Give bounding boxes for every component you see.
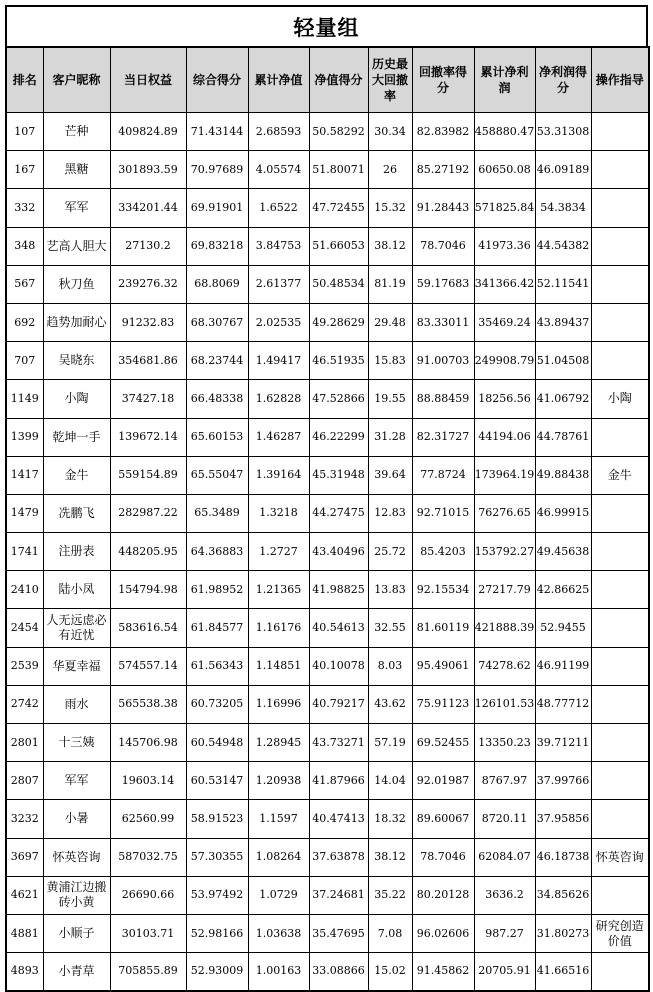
nav-cell: 1.2727 [248,533,309,571]
profit-score-cell: 49.45638 [535,533,591,571]
name-cell: 小顺子 [43,914,110,952]
nav-score-cell: 46.51935 [309,342,368,380]
rank-cell: 167 [6,151,43,189]
max-drawdown-cell: 15.32 [368,189,412,227]
guide-cell [591,227,649,265]
equity-cell: 409824.89 [110,113,186,151]
drawdown-score-cell: 78.7046 [412,227,474,265]
drawdown-score-cell: 83.33011 [412,303,474,341]
nav-score-cell: 40.54613 [309,609,368,647]
header-rank: 排名 [6,47,43,113]
net-profit-cell: 8767.97 [474,762,535,800]
rank-cell: 2801 [6,724,43,762]
nav-cell: 2.02535 [248,303,309,341]
guide-cell [591,762,649,800]
max-drawdown-cell: 15.02 [368,953,412,991]
table-row [6,914,649,952]
equity-cell: 574557.14 [110,647,186,685]
name-cell: 乾坤一手 [43,418,110,456]
header-nav: 累计净值 [248,47,309,113]
drawdown-score-cell: 92.71015 [412,494,474,532]
name-cell: 小青草 [43,953,110,991]
rank-cell: 692 [6,303,43,341]
name-cell: 怀英咨询 [43,838,110,876]
score-cell: 68.23744 [186,342,248,380]
profit-score-cell: 46.91199 [535,647,591,685]
nav-score-cell: 47.52866 [309,380,368,418]
guide-cell [591,303,649,341]
equity-cell: 37427.18 [110,380,186,418]
net-profit-cell: 20705.91 [474,953,535,991]
nav-cell: 2.61377 [248,265,309,303]
max-drawdown-cell: 19.55 [368,380,412,418]
table-row [6,342,649,380]
drawdown-score-cell: 69.52455 [412,724,474,762]
net-profit-cell: 18256.56 [474,380,535,418]
nav-score-cell: 37.63878 [309,838,368,876]
nav-score-cell: 43.73271 [309,724,368,762]
ranking-sheet [5,5,648,992]
score-cell: 61.84577 [186,609,248,647]
rank-cell: 2410 [6,571,43,609]
max-drawdown-cell: 30.34 [368,113,412,151]
header-equity: 当日权益 [110,47,186,113]
name-cell: 华夏幸福 [43,647,110,685]
drawdown-score-cell: 59.17683 [412,265,474,303]
rank-cell: 4893 [6,953,43,991]
drawdown-score-cell: 91.28443 [412,189,474,227]
nav-cell: 1.14851 [248,647,309,685]
max-drawdown-cell: 14.04 [368,762,412,800]
score-cell: 60.54948 [186,724,248,762]
nav-cell: 2.68593 [248,113,309,151]
nav-score-cell: 35.47695 [309,914,368,952]
drawdown-score-cell: 82.31727 [412,418,474,456]
equity-cell: 239276.32 [110,265,186,303]
net-profit-cell: 74278.62 [474,647,535,685]
table-row [6,380,649,418]
rank-cell: 107 [6,113,43,151]
score-cell: 70.97689 [186,151,248,189]
score-cell: 65.3489 [186,494,248,532]
name-cell: 陆小凤 [43,571,110,609]
max-drawdown-cell: 38.12 [368,227,412,265]
table-row [6,418,649,456]
equity-cell: 334201.44 [110,189,186,227]
guide-cell [591,151,649,189]
nav-cell: 1.0729 [248,876,309,914]
score-cell: 58.91523 [186,800,248,838]
net-profit-cell: 987.27 [474,914,535,952]
nav-cell: 3.84753 [248,227,309,265]
guide-cell [591,265,649,303]
net-profit-cell: 153792.27 [474,533,535,571]
nav-cell: 1.28945 [248,724,309,762]
net-profit-cell: 421888.39 [474,609,535,647]
equity-cell: 583616.54 [110,609,186,647]
guide-cell [591,189,649,227]
profit-score-cell: 41.06792 [535,380,591,418]
rank-cell: 348 [6,227,43,265]
guide-cell [591,113,649,151]
rank-cell: 1741 [6,533,43,571]
name-cell: 军军 [43,762,110,800]
equity-cell: 27130.2 [110,227,186,265]
net-profit-cell: 41973.36 [474,227,535,265]
equity-cell: 565538.38 [110,685,186,723]
name-cell: 冼鹏飞 [43,494,110,532]
equity-cell: 139672.14 [110,418,186,456]
table-row [6,838,649,876]
net-profit-cell: 35469.24 [474,303,535,341]
guide-cell [591,800,649,838]
name-cell: 雨水 [43,685,110,723]
score-cell: 69.91901 [186,189,248,227]
rank-cell: 3232 [6,800,43,838]
table-row [6,609,649,647]
profit-score-cell: 48.77712 [535,685,591,723]
name-cell: 金牛 [43,456,110,494]
nav-score-cell: 47.72455 [309,189,368,227]
net-profit-cell: 27217.79 [474,571,535,609]
nav-cell: 1.20938 [248,762,309,800]
nav-cell: 1.16176 [248,609,309,647]
nav-cell: 1.46287 [248,418,309,456]
net-profit-cell: 126101.53 [474,685,535,723]
equity-cell: 705855.89 [110,953,186,991]
table-row [6,189,649,227]
max-drawdown-cell: 38.12 [368,838,412,876]
equity-cell: 19603.14 [110,762,186,800]
guide-cell [591,609,649,647]
profit-score-cell: 42.86625 [535,571,591,609]
header-nav-score: 净值得分 [309,47,368,113]
header-row [6,47,649,113]
profit-score-cell: 39.71211 [535,724,591,762]
equity-cell: 559154.89 [110,456,186,494]
score-cell: 68.30767 [186,303,248,341]
header-max-drawdown: 历史最大回撤率 [368,47,412,113]
nav-score-cell: 40.10078 [309,647,368,685]
equity-cell: 62560.99 [110,800,186,838]
nav-score-cell: 44.27475 [309,494,368,532]
max-drawdown-cell: 43.62 [368,685,412,723]
guide-cell [591,571,649,609]
nav-score-cell: 43.40496 [309,533,368,571]
nav-score-cell: 33.08866 [309,953,368,991]
equity-cell: 30103.71 [110,914,186,952]
sheet-title: 轻量组 [5,5,648,46]
nav-score-cell: 40.79217 [309,685,368,723]
rank-cell: 3697 [6,838,43,876]
net-profit-cell: 173964.19 [474,456,535,494]
guide-cell [591,533,649,571]
drawdown-score-cell: 91.45862 [412,953,474,991]
score-cell: 64.36883 [186,533,248,571]
net-profit-cell: 571825.84 [474,189,535,227]
profit-score-cell: 51.04508 [535,342,591,380]
equity-cell: 91232.83 [110,303,186,341]
equity-cell: 145706.98 [110,724,186,762]
drawdown-score-cell: 75.91123 [412,685,474,723]
score-cell: 66.48338 [186,380,248,418]
nav-cell: 1.00163 [248,953,309,991]
table-row [6,953,649,991]
drawdown-score-cell: 80.20128 [412,876,474,914]
rank-cell: 567 [6,265,43,303]
rank-cell: 2539 [6,647,43,685]
table-row [6,800,649,838]
header-guide: 操作指导 [591,47,649,113]
profit-score-cell: 43.89437 [535,303,591,341]
equity-cell: 354681.86 [110,342,186,380]
net-profit-cell: 62084.07 [474,838,535,876]
max-drawdown-cell: 26 [368,151,412,189]
score-cell: 61.98952 [186,571,248,609]
drawdown-score-cell: 82.83982 [412,113,474,151]
rank-cell: 1479 [6,494,43,532]
ranking-table [5,46,650,992]
drawdown-score-cell: 91.00703 [412,342,474,380]
name-cell: 芒种 [43,113,110,151]
guide-cell [591,418,649,456]
nav-cell: 4.05574 [248,151,309,189]
nav-cell: 1.08264 [248,838,309,876]
nav-cell: 1.39164 [248,456,309,494]
nav-score-cell: 50.48534 [309,265,368,303]
guide-cell: 金牛 [591,456,649,494]
drawdown-score-cell: 77.8724 [412,456,474,494]
profit-score-cell: 41.66516 [535,953,591,991]
profit-score-cell: 52.11541 [535,265,591,303]
nav-score-cell: 41.98825 [309,571,368,609]
net-profit-cell: 76276.65 [474,494,535,532]
equity-cell: 448205.95 [110,533,186,571]
drawdown-score-cell: 89.60067 [412,800,474,838]
name-cell: 注册表 [43,533,110,571]
nav-cell: 1.6522 [248,189,309,227]
rank-cell: 2807 [6,762,43,800]
table-row [6,647,649,685]
net-profit-cell: 8720.11 [474,800,535,838]
score-cell: 68.8069 [186,265,248,303]
name-cell: 艺高人胆大 [43,227,110,265]
nav-score-cell: 46.22299 [309,418,368,456]
nav-score-cell: 40.47413 [309,800,368,838]
profit-score-cell: 34.85626 [535,876,591,914]
table-row [6,494,649,532]
guide-cell: 怀英咨询 [591,838,649,876]
nav-cell: 1.62828 [248,380,309,418]
drawdown-score-cell: 85.27192 [412,151,474,189]
profit-score-cell: 54.3834 [535,189,591,227]
net-profit-cell: 3636.2 [474,876,535,914]
max-drawdown-cell: 18.32 [368,800,412,838]
profit-score-cell: 53.31308 [535,113,591,151]
nav-cell: 1.49417 [248,342,309,380]
table-row [6,265,649,303]
table-row [6,456,649,494]
max-drawdown-cell: 35.22 [368,876,412,914]
profit-score-cell: 46.09189 [535,151,591,189]
drawdown-score-cell: 88.88459 [412,380,474,418]
nav-score-cell: 37.24681 [309,876,368,914]
profit-score-cell: 37.99766 [535,762,591,800]
max-drawdown-cell: 25.72 [368,533,412,571]
nav-score-cell: 51.80071 [309,151,368,189]
drawdown-score-cell: 92.15534 [412,571,474,609]
table-row [6,303,649,341]
equity-cell: 587032.75 [110,838,186,876]
nav-score-cell: 49.28629 [309,303,368,341]
table-row [6,685,649,723]
equity-cell: 154794.98 [110,571,186,609]
nav-score-cell: 41.87966 [309,762,368,800]
header-profit-score: 净利润得分 [535,47,591,113]
score-cell: 65.60153 [186,418,248,456]
drawdown-score-cell: 81.60119 [412,609,474,647]
name-cell: 吴晓东 [43,342,110,380]
guide-cell: 研究创造价值 [591,914,649,952]
profit-score-cell: 31.80273 [535,914,591,952]
nav-cell: 1.21365 [248,571,309,609]
max-drawdown-cell: 31.28 [368,418,412,456]
nav-score-cell: 50.58292 [309,113,368,151]
rank-cell: 4881 [6,914,43,952]
drawdown-score-cell: 92.01987 [412,762,474,800]
max-drawdown-cell: 15.83 [368,342,412,380]
name-cell: 小暑 [43,800,110,838]
header-score: 综合得分 [186,47,248,113]
guide-cell: 小陶 [591,380,649,418]
name-cell: 军军 [43,189,110,227]
drawdown-score-cell: 95.49061 [412,647,474,685]
nav-cell: 1.16996 [248,685,309,723]
equity-cell: 282987.22 [110,494,186,532]
equity-cell: 26690.66 [110,876,186,914]
drawdown-score-cell: 78.7046 [412,838,474,876]
max-drawdown-cell: 29.48 [368,303,412,341]
rank-cell: 332 [6,189,43,227]
table-row [6,113,649,151]
max-drawdown-cell: 8.03 [368,647,412,685]
rank-cell: 2742 [6,685,43,723]
name-cell: 黑糖 [43,151,110,189]
nav-cell: 1.3218 [248,494,309,532]
nav-cell: 1.03638 [248,914,309,952]
profit-score-cell: 37.95856 [535,800,591,838]
net-profit-cell: 458880.47 [474,113,535,151]
profit-score-cell: 46.18738 [535,838,591,876]
net-profit-cell: 249908.79 [474,342,535,380]
score-cell: 69.83218 [186,227,248,265]
name-cell: 小陶 [43,380,110,418]
rank-cell: 707 [6,342,43,380]
drawdown-score-cell: 85.4203 [412,533,474,571]
net-profit-cell: 341366.42 [474,265,535,303]
header-name: 客户昵称 [43,47,110,113]
rank-cell: 4621 [6,876,43,914]
header-net-profit: 累计净利润 [474,47,535,113]
max-drawdown-cell: 39.64 [368,456,412,494]
score-cell: 60.53147 [186,762,248,800]
name-cell: 十三姨 [43,724,110,762]
equity-cell: 301893.59 [110,151,186,189]
nav-score-cell: 45.31948 [309,456,368,494]
table-row [6,227,649,265]
score-cell: 53.97492 [186,876,248,914]
nav-score-cell: 51.66053 [309,227,368,265]
name-cell: 秋刀鱼 [43,265,110,303]
table-row [6,876,649,914]
guide-cell [591,647,649,685]
table-row [6,762,649,800]
max-drawdown-cell: 13.83 [368,571,412,609]
table-row [6,533,649,571]
net-profit-cell: 44194.06 [474,418,535,456]
table-row [6,151,649,189]
net-profit-cell: 13350.23 [474,724,535,762]
max-drawdown-cell: 81.19 [368,265,412,303]
max-drawdown-cell: 57.19 [368,724,412,762]
max-drawdown-cell: 7.08 [368,914,412,952]
name-cell: 黄浦江边搬砖小黄 [43,876,110,914]
max-drawdown-cell: 12.83 [368,494,412,532]
score-cell: 65.55047 [186,456,248,494]
rank-cell: 1149 [6,380,43,418]
score-cell: 60.73205 [186,685,248,723]
guide-cell [591,876,649,914]
nav-cell: 1.1597 [248,800,309,838]
guide-cell [591,724,649,762]
score-cell: 52.98166 [186,914,248,952]
guide-cell [591,685,649,723]
rank-cell: 1417 [6,456,43,494]
drawdown-score-cell: 96.02606 [412,914,474,952]
name-cell: 人无远虑必有近忧 [43,609,110,647]
profit-score-cell: 49.88438 [535,456,591,494]
guide-cell [591,342,649,380]
table-row [6,724,649,762]
rank-cell: 2454 [6,609,43,647]
score-cell: 52.93009 [186,953,248,991]
profit-score-cell: 46.99915 [535,494,591,532]
guide-cell [591,953,649,991]
profit-score-cell: 52.9455 [535,609,591,647]
name-cell: 趋势加耐心 [43,303,110,341]
max-drawdown-cell: 32.55 [368,609,412,647]
score-cell: 61.56343 [186,647,248,685]
table-body [6,113,649,991]
profit-score-cell: 44.54382 [535,227,591,265]
guide-cell [591,494,649,532]
score-cell: 57.30355 [186,838,248,876]
score-cell: 71.43144 [186,113,248,151]
profit-score-cell: 44.78761 [535,418,591,456]
header-drawdown-score: 回撤率得分 [412,47,474,113]
table-row [6,571,649,609]
net-profit-cell: 60650.08 [474,151,535,189]
rank-cell: 1399 [6,418,43,456]
